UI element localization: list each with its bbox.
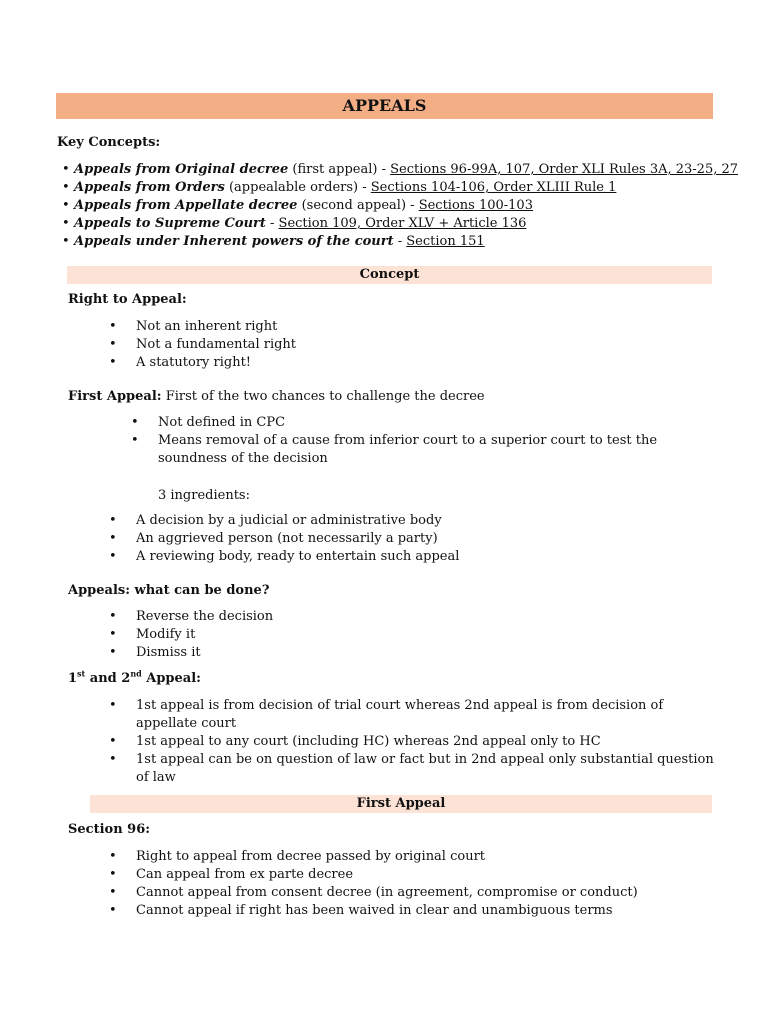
first-second-appeal-heading [68, 668, 201, 686]
key-concept-label: Appeals from Orders [74, 180, 225, 195]
list-item: • Means removal of a cause from inferior court to a superior court to test the soundness of the decision [131, 432, 715, 468]
key-concept-note: (appealable orders) - [224, 180, 371, 195]
first-second-appeal-list [109, 697, 715, 787]
list-item: • Reverse the decision [109, 608, 273, 626]
list-item: • Not a fundamental right [109, 336, 296, 354]
key-concept-note: - [393, 234, 407, 249]
key-concept-label: Appeals from Appellate decree [74, 198, 298, 213]
list-item: • 1st appeal is from decision of trial court whereas 2nd appeal is from decision of appellate court [109, 697, 715, 733]
right-to-appeal-list [109, 318, 296, 372]
what-can-be-done-heading: Appeals: what can be done? [68, 583, 270, 598]
list-item: • An aggrieved person (not necessarily a party) [109, 530, 459, 548]
ordinal-suffix: nd [130, 668, 142, 679]
bullet-icon: • [62, 234, 70, 249]
bullet-icon: • [62, 180, 70, 195]
key-concept-note: (second appeal) - [297, 198, 419, 213]
list-item: • Modify it [109, 626, 273, 644]
ingredients-label: 3 ingredients: [158, 488, 250, 503]
key-concepts-heading: Key Concepts: [57, 135, 161, 150]
list-item: • A statutory right! [109, 354, 296, 372]
section-96-list [109, 848, 638, 920]
list-item: • Dismiss it [109, 644, 273, 662]
concept-section-heading: Concept [67, 266, 712, 284]
list-item: • A decision by a judicial or administrative body [109, 512, 459, 530]
key-concept-reference: Sections 96-99A, 107, Order XLI Rules 3A, 23-25, 27 [390, 162, 739, 177]
document-title: APPEALS [56, 93, 713, 119]
key-concept-item [62, 233, 722, 251]
key-concept-label: Appeals under Inherent powers of the court [74, 234, 394, 249]
first-appeal-definition-list [131, 414, 715, 468]
heading-part: and 2 [85, 671, 131, 686]
list-item: • Cannot appeal if right has been waived in clear and unambiguous terms [109, 902, 638, 920]
list-item: • 1st appeal to any court (including HC) whereas 2nd appeal only to HC [109, 733, 715, 751]
first-appeal-text: First of the two chances to challenge the decree [161, 389, 485, 404]
list-item: • Not an inherent right [109, 318, 296, 336]
section-96-heading: Section 96: [68, 822, 151, 837]
list-item: • 1st appeal can be on question of law or fact but in 2nd appeal only substantial question of law [109, 751, 715, 787]
list-item: • Right to appeal from decree passed by original court [109, 848, 638, 866]
key-concepts-list [62, 161, 739, 251]
first-appeal-section-heading: First Appeal [90, 795, 712, 813]
key-concept-item [62, 161, 739, 179]
key-concept-label: Appeals from Original decree [74, 162, 289, 177]
key-concept-reference: Sections 104-106, Order XLIII Rule 1 [370, 180, 617, 195]
key-concept-label: Appeals to Supreme Court [74, 216, 266, 231]
key-concept-item [62, 197, 722, 215]
heading-part: Appeal: [141, 671, 201, 686]
list-item: • Can appeal from ex parte decree [109, 866, 638, 884]
key-concept-note: (first appeal) - [288, 162, 391, 177]
first-appeal-definition [68, 389, 485, 404]
ordinal-suffix: st [77, 668, 86, 679]
key-concept-item [62, 179, 722, 197]
what-can-be-done-list [109, 608, 273, 662]
list-item: • A reviewing body, ready to entertain such appeal [109, 548, 459, 566]
bullet-icon: • [62, 216, 70, 231]
first-appeal-heading: First Appeal: [68, 389, 162, 404]
bullet-icon: • [62, 198, 70, 213]
key-concept-reference: Sections 100-103 [418, 198, 533, 213]
key-concept-note: - [265, 216, 279, 231]
bullet-icon: • [62, 162, 70, 177]
heading-part: 1 [68, 671, 78, 686]
key-concept-reference: Section 109, Order XLV + Article 136 [278, 216, 527, 231]
list-item: • Cannot appeal from consent decree (in agreement, compromise or conduct) [109, 884, 638, 902]
key-concept-item [62, 215, 722, 233]
key-concept-reference: Section 151 [406, 234, 485, 249]
right-to-appeal-heading: Right to Appeal: [68, 292, 187, 307]
list-item: • Not defined in CPC [131, 414, 715, 432]
ingredients-list [109, 512, 459, 566]
